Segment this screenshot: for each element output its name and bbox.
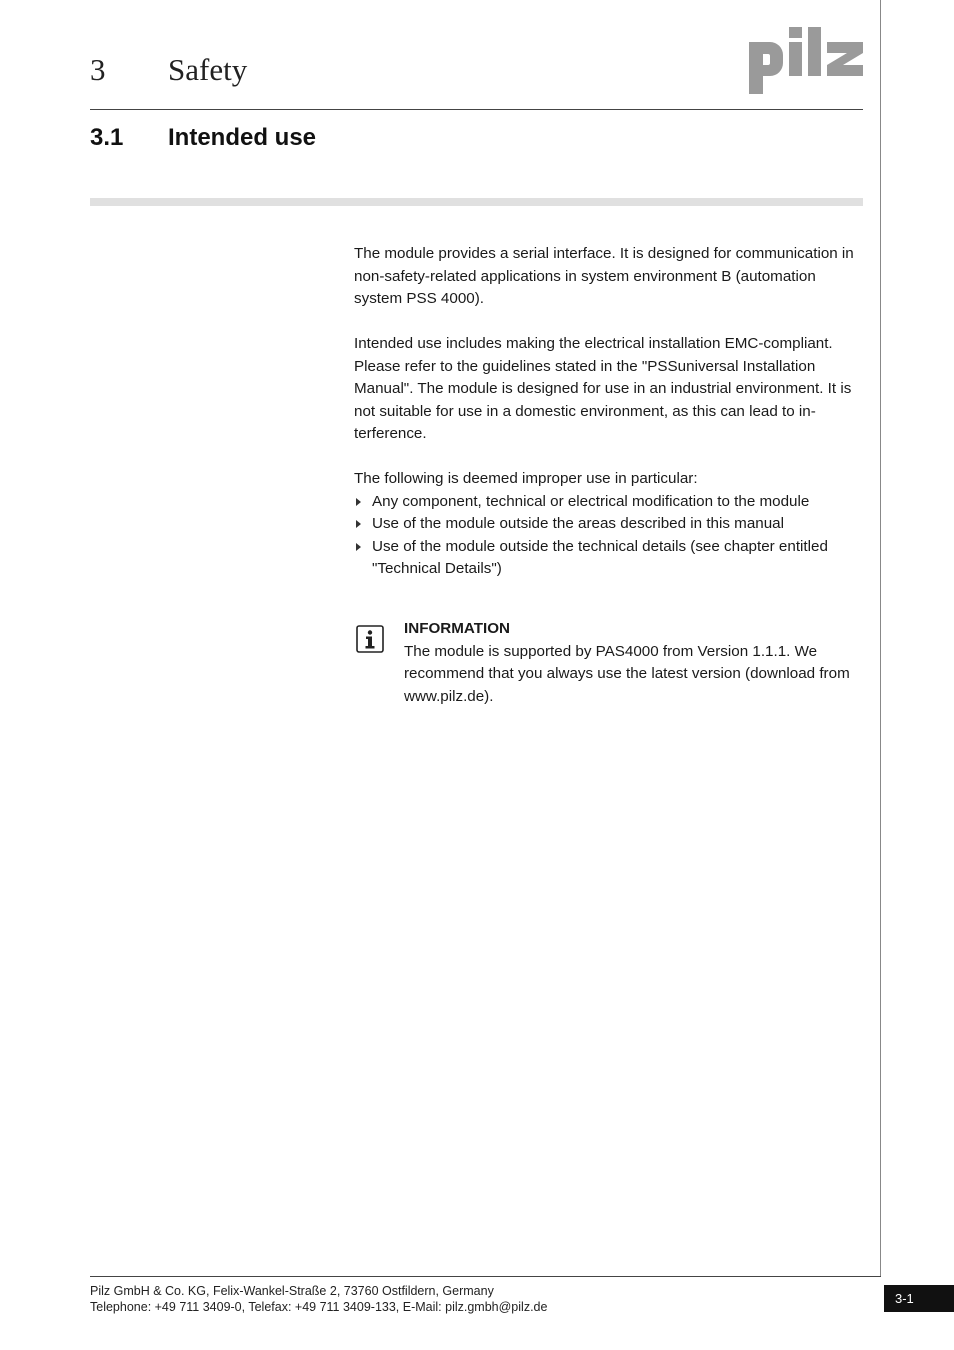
improper-use-intro: The following is deemed improper use in particular: — [354, 470, 698, 487]
list-item — [354, 491, 866, 514]
right-margin-rule — [880, 0, 881, 1276]
section-title: Intended use — [168, 124, 317, 151]
list-item-text: Use of the module outside the technical details (see chapter entitled "Technical Details") — [372, 537, 828, 577]
list-item — [354, 513, 866, 536]
section-divider-bar — [90, 198, 863, 206]
footer — [90, 1283, 547, 1315]
bullet-arrow-icon — [356, 498, 361, 506]
chapter-title: Safety — [168, 52, 248, 87]
section-number: 3.1 — [90, 124, 124, 151]
information-heading: INFORMATION — [404, 620, 511, 637]
list-item-text: Any component, technical or electrical modification to the module — [372, 492, 810, 510]
footer-contact: Telephone: +49 711 3409-0, Telefax: +49 711 3409-133, E-Mail: pilz.gmbh@pilz.de — [90, 1300, 548, 1314]
body-content — [354, 243, 866, 581]
page-number: 3-1 — [884, 1285, 954, 1312]
list-item-text: Use of the module outside the areas described in this manual — [372, 515, 784, 532]
information-text: The module is supported by PAS4000 from Version 1.1.1. We recommend that you always use the latest version (download from www.pilz.de). — [404, 642, 850, 705]
footer-rule — [90, 1276, 881, 1277]
bullet-arrow-icon — [356, 543, 361, 551]
list-item — [354, 536, 866, 581]
pilz-logo — [747, 24, 865, 96]
bullet-arrow-icon — [356, 520, 361, 528]
paragraph-serial-interface: The module provides a serial interface. It is designed for communication in non-safety-related applications in system environment B (automation system PSS 4000). — [354, 245, 854, 307]
paragraph-emc: Intended use includes making the electrical installation EMC-compliant. Please refer to the guidelines stated in the "PSSuniversal Installation Manual". The module is designed for use in an industrial environment. It is not suitable for use in a domestic environment, as this can lead to in-terference. — [354, 335, 852, 442]
chapter-number: 3 — [90, 52, 106, 87]
improper-use-list — [354, 491, 866, 581]
info-icon — [356, 625, 384, 653]
information-note — [404, 618, 866, 708]
footer-address: Pilz GmbH & Co. KG, Felix-Wankel-Straße 2, 73760 Ostfildern, Germany — [90, 1284, 494, 1298]
header-rule — [90, 109, 863, 110]
